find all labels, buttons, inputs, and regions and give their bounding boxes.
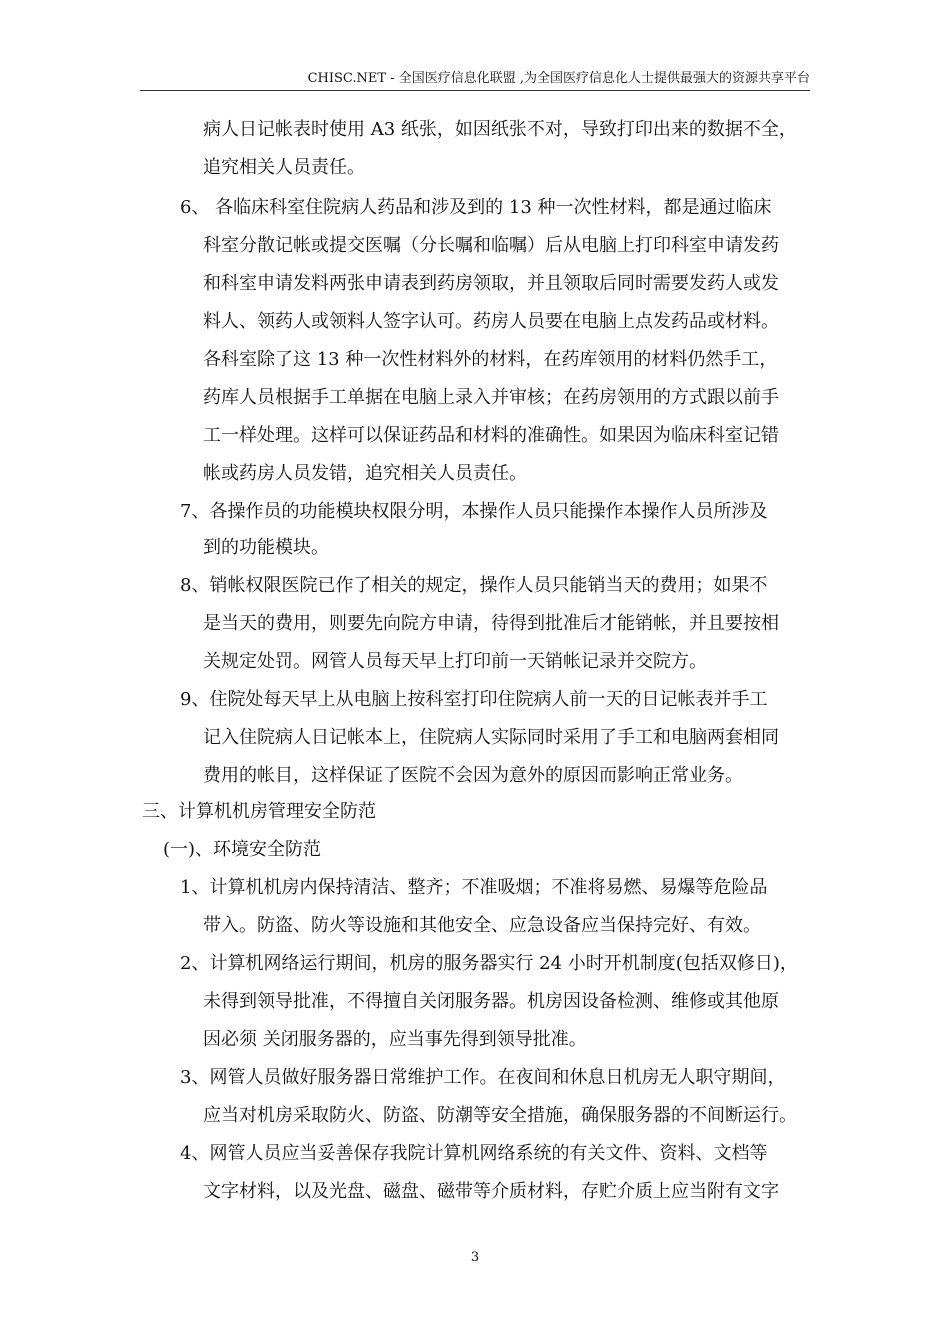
line: 6、 各临床科室住院病人药品和涉及到的 13 种一次性材料，都是通过临床 bbox=[180, 197, 772, 218]
line: 2、计算机网络运行期间，机房的服务器实行 24 小时开机制度(包括双修日)， bbox=[180, 953, 798, 974]
line: 和科室申请发料两张申请表到药房领取，并且领取后同时需要发药人或发 bbox=[203, 273, 779, 294]
line: 科室分散记帐或提交医嘱（分长嘱和临嘱）后从电脑上打印科室申请发药 bbox=[203, 235, 779, 256]
page-number: 3 bbox=[470, 1250, 480, 1265]
line: 料人、领药人或领料人签字认可。药房人员要在电脑上点发药品或材料。 bbox=[203, 311, 779, 332]
line: 到的功能模块。 bbox=[203, 537, 329, 558]
line: 记入住院病人日记帐本上，住院病人实际同时采用了手工和电脑两套相同 bbox=[203, 727, 779, 748]
line: 7、各操作员的功能模块权限分明，本操作人员只能操作本操作人员所涉及 bbox=[180, 501, 768, 522]
line: 因必须 关闭服务器的，应当事先得到领导批准。 bbox=[203, 1029, 587, 1050]
line: 8、销帐权限医院已作了相关的规定，操作人员只能销当天的费用；如果不 bbox=[180, 575, 768, 596]
line: 工一样处理。这样可以保证药品和材料的准确性。如果因为临床科室记错 bbox=[203, 425, 779, 446]
subsection-heading: (一)、环境安全防范 bbox=[163, 839, 322, 860]
line: 9、住院处每天早上从电脑上按科室打印住院病人前一天的日记帐表并手工 bbox=[180, 689, 768, 710]
line: 3、网管人员做好服务器日常维护工作。在夜间和休息日机房无人职守期间， bbox=[180, 1067, 786, 1088]
line: 1、计算机机房内保持清洁、整齐；不准吸烟；不准将易燃、易爆等危险品 bbox=[180, 877, 768, 898]
line: 药库人员根据手工单据在电脑上录入并审核；在药房领用的方式跟以前手 bbox=[203, 387, 779, 408]
section-heading: 三、计算机机房管理安全防范 bbox=[142, 801, 376, 822]
line: 是当天的费用，则要先向院方申请，待得到批准后才能销帐，并且要按相 bbox=[203, 613, 779, 634]
line: 费用的帐目，这样保证了医院不会因为意外的原因而影响正常业务。 bbox=[203, 765, 743, 786]
line: 病人日记帐表时使用 A3 纸张，如因纸张不对，导致打印出来的数据不全， bbox=[203, 119, 797, 140]
line: 4、网管人员应当妥善保存我院计算机网络系统的有关文件、资料、文档等 bbox=[180, 1143, 768, 1164]
page-header: CHISC.NET - 全国医疗信息化联盟 ,为全国医疗信息化人士提供最强大的资源共享平台 bbox=[140, 70, 810, 91]
line: 各科室除了这 13 种一次性材料外的材料，在药库领用的材料仍然手工， bbox=[203, 349, 778, 370]
line: 关规定处罚。网管人员每天早上打印前一天销帐记录并交院方。 bbox=[203, 651, 707, 672]
line: 帐或药房人员发错，追究相关人员责任。 bbox=[203, 463, 527, 484]
line: 应当对机房采取防火、防盗、防潮等安全措施，确保服务器的不间断运行。 bbox=[203, 1105, 797, 1126]
line: 带入。防盗、防火等设施和其他安全、应急设备应当保持完好、有效。 bbox=[203, 915, 761, 936]
line: 文字材料，以及光盘、磁盘、磁带等介质材料，存贮介质上应当附有文字 bbox=[203, 1181, 779, 1202]
line: 未得到领导批准，不得擅自关闭服务器。机房因设备检测、维修或其他原 bbox=[203, 991, 779, 1012]
line: 追究相关人员责任。 bbox=[203, 157, 365, 178]
